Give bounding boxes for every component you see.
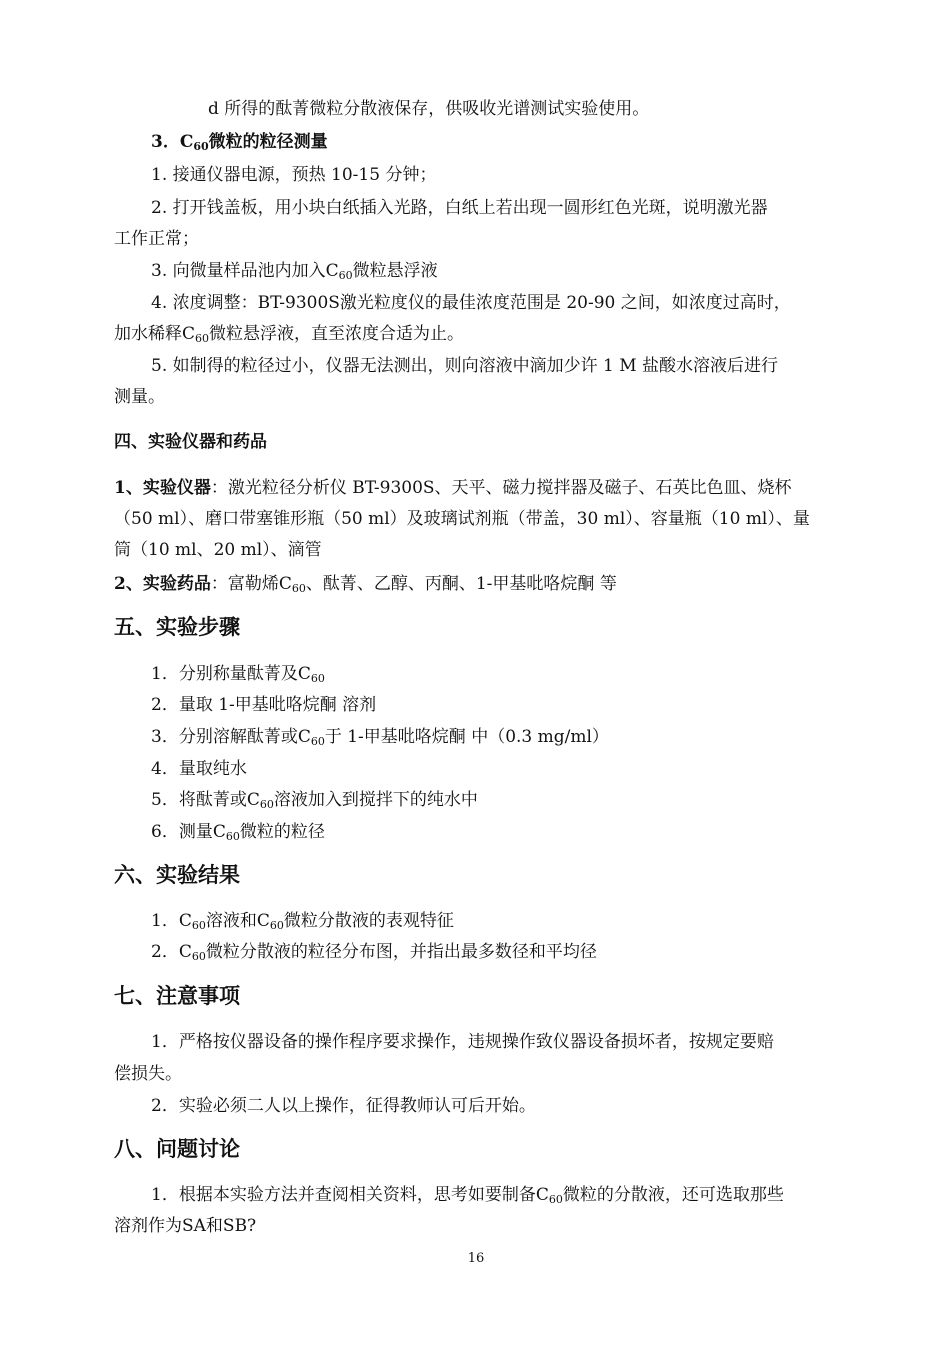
chemicals-label: 2、实验药品 — [114, 574, 211, 594]
section-5-heading: 五、实验步骤 — [114, 615, 240, 639]
note-1-line1: 1．严格按仪器设备的操作程序要求操作，违规操作致仪器设备损坏者，按规定要赔 — [151, 1032, 774, 1052]
text: 微粒分散液的粒径分布图，并指出最多数径和平均径 — [205, 942, 597, 962]
question-1-line2: 溶剂作为SA和SB? — [114, 1216, 257, 1236]
text: 1．分别称量酞菁及C — [151, 664, 311, 684]
section-8-heading: 八、问题讨论 — [114, 1137, 240, 1161]
instruments-line1 — [114, 476, 792, 500]
measure-step-2-line1: 2. 打开钱盖板，用小块白纸插入光路，白纸上若出现一圆形红色光斑，说明激光器 — [151, 198, 768, 218]
text: ：激光粒径分析仪 BT-9300S、天平、磁力搅拌器及磁子、石英比色皿、烧杯 — [210, 478, 792, 498]
page-number: 16 — [467, 1251, 485, 1266]
section-7-heading: 七、注意事项 — [114, 984, 240, 1008]
note-1-line2: 偿损失。 — [114, 1064, 182, 1084]
measure-step-2-line2: 工作正常； — [114, 229, 199, 249]
measure-step-5-line1: 5. 如制得的粒径过小，仪器无法测出，则向溶液中滴加少许 1 M 盐酸水溶液后进行 — [151, 356, 779, 376]
text: 5．将酞菁或C — [151, 790, 260, 810]
subscript: 60 — [338, 269, 353, 282]
text: 溶液和C — [205, 911, 270, 931]
result-item-2 — [151, 940, 597, 964]
text: 1．C — [151, 911, 192, 931]
instruments-line2: （50 ml）、磨口带塞锥形瓶（50 ml）及玻璃试剂瓶（带盖，30 ml）、容量瓶（10 ml）、量 — [114, 509, 810, 529]
step-d-text: d 所得的酞菁微粒分散液保存，供吸收光谱测试实验使用。 — [208, 99, 650, 119]
text: 微粒的分散液，还可选取那些 — [562, 1185, 784, 1205]
subscript: 60 — [193, 140, 209, 153]
text: 3．分别溶解酞菁或C — [151, 727, 311, 747]
procedure-step-2: 2．量取 1-甲基吡咯烷酮 溶剂 — [151, 695, 377, 715]
instruments-label: 1、实验仪器 — [114, 478, 211, 498]
measure-step-4-line2 — [114, 322, 464, 346]
text: 微粒的粒径 — [239, 822, 325, 842]
subsection-title-c60-measure — [151, 130, 328, 154]
subscript: 60 — [548, 1193, 563, 1206]
text: 加水稀释C — [114, 324, 196, 344]
subscript: 60 — [195, 332, 210, 345]
procedure-step-6 — [151, 820, 325, 844]
measure-step-5-line2: 测量。 — [114, 387, 165, 407]
text: 6．测量C — [151, 822, 226, 842]
text: ：富勒烯C — [210, 574, 292, 594]
section-4-heading: 四、实验仪器和药品 — [114, 432, 267, 452]
text: 微粒悬浮液 — [352, 261, 438, 281]
note-2: 2．实验必须二人以上操作，征得教师认可后开始。 — [151, 1096, 536, 1116]
text: 微粒分散液的表观特征 — [283, 911, 454, 931]
subscript: 60 — [191, 950, 206, 963]
text: 3. 向微量样品池内加入C — [151, 261, 339, 281]
subscript: 60 — [291, 582, 306, 595]
procedure-step-1 — [151, 662, 325, 686]
text: 微粒悬浮液，直至浓度合适为止。 — [209, 324, 465, 344]
subsection-number: 3．C — [151, 132, 194, 152]
chemicals-line — [114, 572, 617, 596]
procedure-step-5 — [151, 788, 478, 812]
subscript: 60 — [310, 735, 325, 748]
subscript: 60 — [191, 919, 206, 932]
subscript: 60 — [310, 672, 325, 685]
result-item-1 — [151, 909, 454, 933]
instruments-line3: 筒（10 ml、20 ml）、滴管 — [114, 540, 322, 560]
text: 1．根据本实验方法并查阅相关资料，思考如要制备C — [151, 1185, 549, 1205]
subscript: 60 — [259, 798, 274, 811]
measure-step-1: 1. 接通仪器电源，预热 10-15 分钟； — [151, 165, 437, 185]
question-1-line1 — [151, 1183, 784, 1207]
procedure-step-4: 4．量取纯水 — [151, 759, 247, 779]
text: 溶液加入到搅拌下的纯水中 — [273, 790, 478, 810]
procedure-step-3 — [151, 725, 609, 749]
text: 2．C — [151, 942, 192, 962]
measure-step-3 — [151, 259, 438, 283]
text: 、酞菁、乙醇、丙酮、1-甲基吡咯烷酮 等 — [305, 574, 617, 594]
subsection-title-text: 微粒的粒径测量 — [208, 132, 328, 152]
measure-step-4-line1: 4. 浓度调整：BT-9300S激光粒度仪的最佳浓度范围是 20-90 之间，如浓度过高时， — [151, 293, 791, 313]
text: 于 1-甲基吡咯烷酮 中（0.3 mg/ml） — [324, 727, 609, 747]
subscript: 60 — [225, 830, 240, 843]
subscript: 60 — [269, 919, 284, 932]
section-6-heading: 六、实验结果 — [114, 863, 240, 887]
